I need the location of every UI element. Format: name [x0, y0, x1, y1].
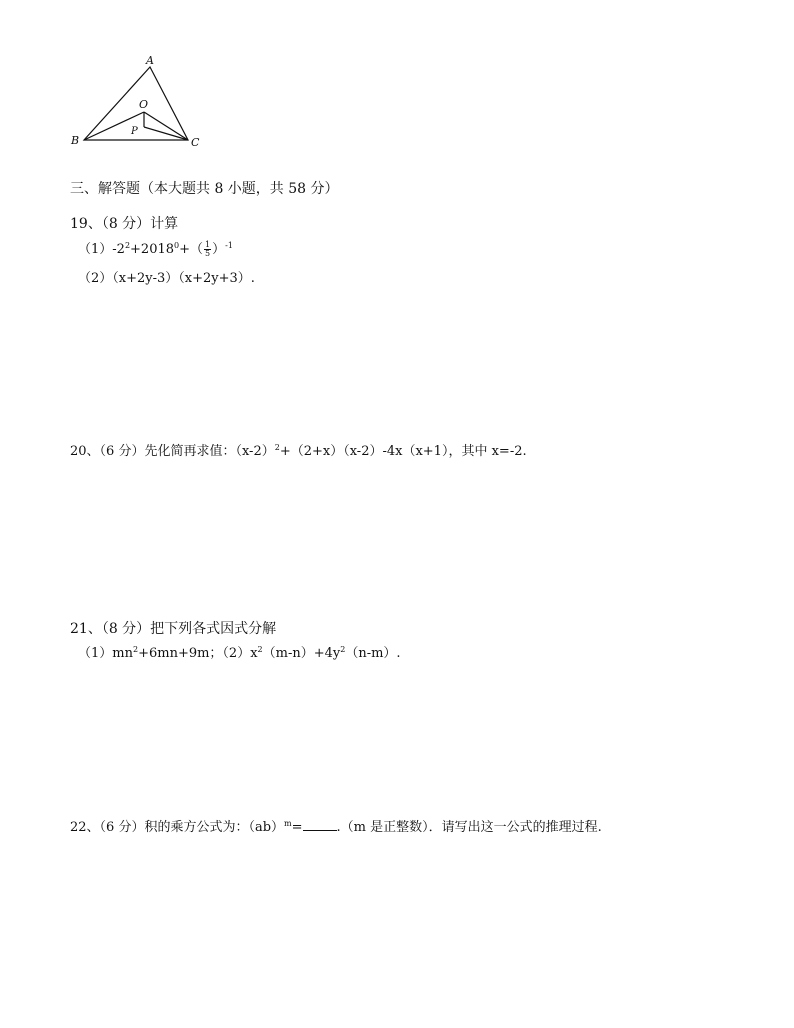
- q21-exp1: 2: [132, 645, 139, 654]
- q21-b: +6mn+9m；（2）x: [138, 646, 258, 661]
- q20-exp: 2: [274, 443, 280, 452]
- q21-exp2: 2: [257, 645, 263, 654]
- q21-d: （n-m）.: [345, 646, 401, 661]
- q21-heading: 21、（8 分）把下列各式因式分解: [70, 621, 277, 637]
- label-p: P: [131, 126, 138, 137]
- triangle-figure: [60, 50, 220, 159]
- section-header: 三、解答题（本大题共 8 小题，共 58 分）: [70, 181, 339, 197]
- q19-part2: （2）（x+2y-3）（x+2y+3）.: [78, 271, 255, 286]
- fraction-one-fifth: [204, 241, 211, 258]
- segment-pc: [144, 127, 188, 140]
- label-c: C: [191, 136, 200, 149]
- answer-blank[interactable]: [303, 818, 337, 831]
- q19-p1-exp1: 2: [124, 241, 131, 250]
- q21-c: （m-n）+4y: [262, 646, 341, 661]
- q19-heading: 19、（8 分）计算: [70, 216, 179, 232]
- triangle-diagram: [60, 50, 220, 155]
- q22-exp: m: [284, 819, 292, 828]
- q19-part1: [78, 241, 233, 259]
- label-a: A: [146, 54, 154, 67]
- q20-b: +（2+x）（x-2）-4x（x+1），其中 x=-2.: [279, 444, 527, 459]
- q19-p1-exp3: -1: [225, 241, 233, 250]
- q22-c: .（m 是正整数）．请写出这一公式的推理过程.: [336, 820, 602, 835]
- q21-exp3: 2: [340, 645, 346, 654]
- q20-text: [70, 443, 527, 461]
- q19-p1-a: （1）-2: [78, 242, 125, 257]
- q20-a: 20、（6 分）先化简再求值：（x-2）: [70, 444, 275, 459]
- fraction-numerator: 1: [205, 240, 211, 249]
- label-b: B: [71, 134, 80, 147]
- q19-p1-b: +2018: [130, 242, 175, 257]
- q19-p1-d: ）: [212, 242, 226, 257]
- q19-p1-c: +（: [179, 242, 204, 257]
- q21-parts: [78, 645, 401, 663]
- segment-oc: [144, 112, 188, 140]
- label-o: O: [139, 98, 149, 111]
- q19-p1-exp2: 0: [174, 241, 180, 250]
- q22-text: [70, 818, 602, 837]
- q22-b: =: [291, 820, 303, 835]
- q21-a: （1）mn: [78, 646, 133, 661]
- q22-a: 22、（6 分）积的乘方公式为：（ab）: [70, 820, 285, 835]
- fraction-denominator: 5: [205, 249, 211, 258]
